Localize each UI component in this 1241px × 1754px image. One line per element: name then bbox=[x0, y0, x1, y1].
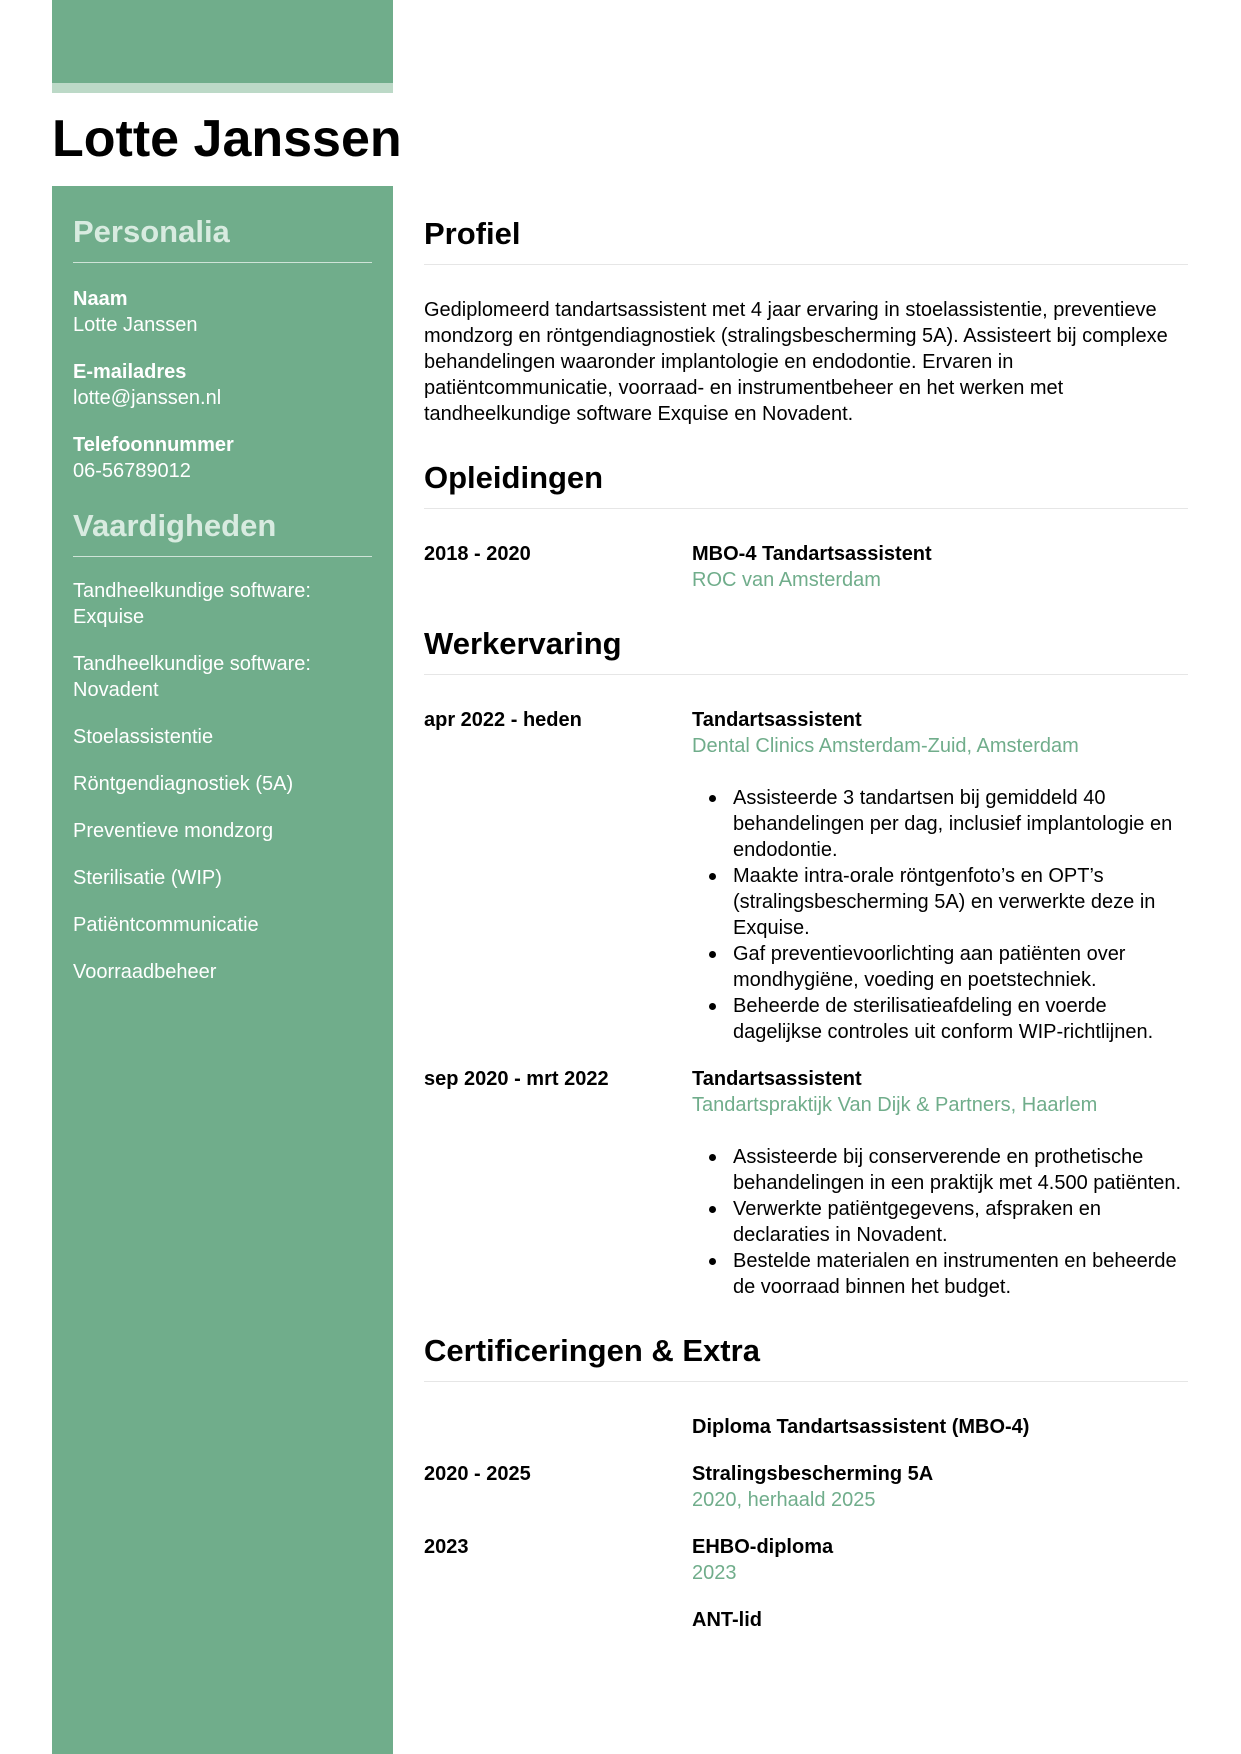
entry-detail: 2023 bbox=[692, 1562, 737, 1584]
entry-title: MBO-4 Tandartsassistent bbox=[692, 543, 932, 565]
personalia-heading: Personalia bbox=[73, 212, 372, 263]
education-section bbox=[424, 458, 1188, 593]
bullet-list bbox=[692, 785, 1188, 1045]
personalia-phone bbox=[73, 432, 372, 484]
education-heading: Opleidingen bbox=[424, 458, 1188, 509]
email-link[interactable]: lotte@janssen.nl bbox=[73, 387, 222, 409]
skill-item: Tandheelkundige software: Exquise bbox=[73, 580, 311, 628]
bullet-item: Gaf preventievoorlichting aan patiënten over mondhygiëne, voeding en poetstechniek. bbox=[733, 941, 1188, 993]
cert-entry bbox=[424, 1461, 1188, 1513]
header-accent-stripe bbox=[52, 83, 393, 93]
entry-date bbox=[424, 1607, 692, 1633]
header-accent-band bbox=[52, 0, 393, 83]
entry-title: Tandartsassistent bbox=[692, 1068, 862, 1090]
entry-body bbox=[692, 1461, 1188, 1513]
cert-entry bbox=[424, 1607, 1188, 1633]
skill-item: Voorraadbeheer bbox=[73, 961, 217, 983]
personalia-list bbox=[73, 286, 372, 484]
skills-heading: Vaardigheden bbox=[73, 506, 372, 557]
work-entry bbox=[424, 1066, 1188, 1300]
certifications-section bbox=[424, 1331, 1188, 1633]
bullet-item: Bestelde materialen en instrumenten en beheerde de voorraad binnen het budget. bbox=[733, 1248, 1188, 1300]
personalia-name bbox=[73, 286, 372, 338]
skill-item: Stoelassistentie bbox=[73, 726, 214, 748]
bullet-item: Assisteerde bij conserverende en prothetische behandelingen in een praktijk met 4.500 patiënten. bbox=[733, 1144, 1188, 1196]
entry-title: Diploma Tandartsassistent (MBO-4) bbox=[692, 1416, 1030, 1438]
profile-heading: Profiel bbox=[424, 214, 1188, 265]
personalia-label: Telefoonnummer bbox=[73, 434, 234, 456]
entry-employer: Dental Clinics Amsterdam-Zuid, Amsterdam bbox=[692, 735, 1079, 757]
bullet-list bbox=[692, 1144, 1188, 1300]
profile-text: Gediplomeerd tandartsassistent met 4 jaar ervaring in stoelassistentie, preventieve mondzorg en röntgendiagnostiek (stralingsbescherming 5A). Assisteert bij complexe behandelingen waaronder implantologie en endodontie. Ervaren in patiëntcommunicatie, voorraad- en instrumentbeheer en het werken met tandheelkundige software Exquise en Novadent. bbox=[424, 299, 1168, 425]
skills-list bbox=[73, 578, 372, 985]
entry-institution: ROC van Amsterdam bbox=[692, 569, 881, 591]
personalia-label: Naam bbox=[73, 288, 128, 310]
entry-date: 2020 - 2025 bbox=[424, 1463, 531, 1485]
entry-date: sep 2020 - mrt 2022 bbox=[424, 1068, 609, 1090]
personalia-value: Lotte Janssen bbox=[73, 314, 198, 336]
sidebar bbox=[52, 186, 393, 1754]
skill-item: Sterilisatie (WIP) bbox=[73, 867, 222, 889]
entry-body bbox=[692, 1607, 1188, 1633]
entry-body bbox=[692, 1534, 1188, 1586]
education-entry bbox=[424, 541, 1188, 593]
entry-date: 2018 - 2020 bbox=[424, 543, 531, 565]
personalia-value: 06-56789012 bbox=[73, 460, 191, 482]
entry-title: EHBO-diploma bbox=[692, 1536, 834, 1558]
personalia-email bbox=[73, 359, 372, 411]
skill-item: Röntgendiagnostiek (5A) bbox=[73, 773, 294, 795]
bullet-item: Assisteerde 3 tandartsen bij gemiddeld 40 behandelingen per dag, inclusief implantologie en endodontie. bbox=[733, 785, 1188, 863]
cert-entry bbox=[424, 1534, 1188, 1586]
entry-body bbox=[692, 1066, 1188, 1300]
entry-title: ANT-lid bbox=[692, 1609, 762, 1631]
work-section bbox=[424, 624, 1188, 1300]
bullet-item: Beheerde de sterilisatieafdeling en voerde dagelijkse controles uit conform WIP-richtlijnen. bbox=[733, 993, 1188, 1045]
entry-body bbox=[692, 1414, 1188, 1440]
skill-item: Tandheelkundige software: Novadent bbox=[73, 653, 311, 701]
personalia-label: E-mailadres bbox=[73, 361, 187, 383]
skill-item: Patiëntcommunicatie bbox=[73, 914, 259, 936]
entry-title: Tandartsassistent bbox=[692, 709, 862, 731]
work-heading: Werkervaring bbox=[424, 624, 1188, 675]
entry-date: 2023 bbox=[424, 1536, 469, 1558]
certifications-heading: Certificeringen & Extra bbox=[424, 1331, 1188, 1382]
candidate-name: Lotte Janssen bbox=[52, 110, 402, 168]
entry-date: apr 2022 - heden bbox=[424, 709, 582, 731]
work-entry bbox=[424, 707, 1188, 1045]
skill-item: Preventieve mondzorg bbox=[73, 820, 274, 842]
entry-detail: 2020, herhaald 2025 bbox=[692, 1489, 876, 1511]
bullet-item: Maakte intra-orale röntgenfoto’s en OPT’s (stralingsbescherming 5A) en verwerkte deze in Exquise. bbox=[733, 863, 1188, 941]
cert-entry bbox=[424, 1414, 1188, 1440]
profile-section bbox=[424, 214, 1188, 427]
entry-employer: Tandartspraktijk Van Dijk & Partners, Haarlem bbox=[692, 1094, 1098, 1116]
main-content bbox=[424, 214, 1188, 1633]
entry-body bbox=[692, 707, 1188, 1045]
entry-body bbox=[692, 541, 1188, 593]
entry-title: Stralingsbescherming 5A bbox=[692, 1463, 934, 1485]
bullet-item: Verwerkte patiëntgegevens, afspraken en declaraties in Novadent. bbox=[733, 1196, 1188, 1248]
entry-date bbox=[424, 1414, 692, 1440]
